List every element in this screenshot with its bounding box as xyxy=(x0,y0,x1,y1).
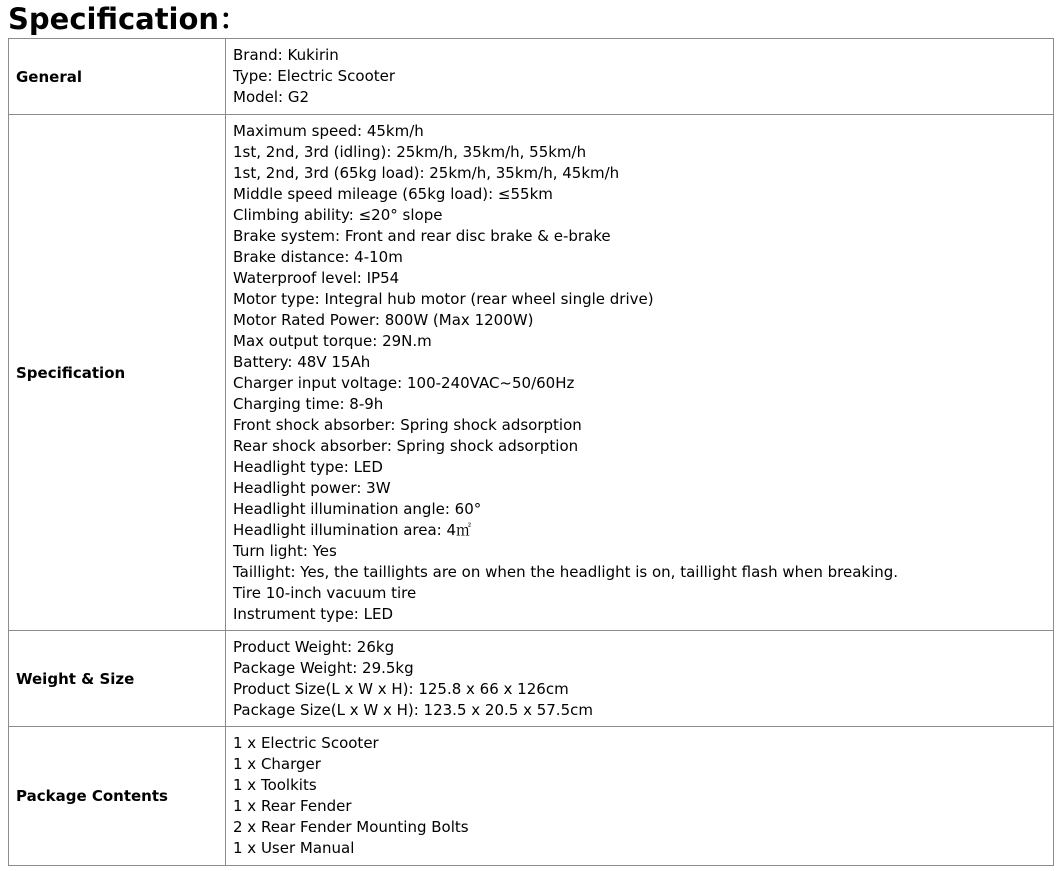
value-lines xyxy=(233,632,1053,726)
spec-line: Brake distance: 4-10m xyxy=(233,247,403,266)
spec-line: Headlight illumination area: 4㎡ xyxy=(233,520,472,539)
table-row-package-contents xyxy=(9,727,1054,866)
spec-line: Charger input voltage: 100-240VAC~50/60Hz xyxy=(233,373,575,392)
section-label-weight-size: Weight & Size xyxy=(9,631,226,727)
spec-line: 1 x User Manual xyxy=(233,839,355,857)
spec-line: 1 x Rear Fender xyxy=(233,797,352,815)
spec-line: Climbing ability: ≤20° slope xyxy=(233,205,443,224)
section-label-specification: Specification xyxy=(9,115,226,631)
spec-line: Instrument type: LED xyxy=(233,604,394,623)
spec-line: Tire 10-inch vacuum tire xyxy=(233,583,417,602)
spec-line: Max output torque: 29N.m xyxy=(233,331,432,350)
spec-line: Motor type: Integral hub motor (rear wheel single drive) xyxy=(233,289,654,308)
table-row-general xyxy=(9,39,1054,115)
table-row-weight-size xyxy=(9,631,1054,727)
spec-line: Motor Rated Power: 800W (Max 1200W) xyxy=(233,310,534,329)
section-label-package-contents: Package Contents xyxy=(9,727,226,866)
spec-line: Taillight: Yes, the taillights are on when the headlight is on, taillight flash when breaking. xyxy=(233,562,899,581)
spec-line: Rear shock absorber: Spring shock adsorption xyxy=(233,436,579,455)
spec-line: Type: Electric Scooter xyxy=(233,67,396,85)
spec-line: Turn light: Yes xyxy=(233,541,337,560)
section-label-general: General xyxy=(9,39,226,115)
section-values-weight-size xyxy=(226,631,1054,727)
spec-line: 1 x Charger xyxy=(233,755,321,773)
spec-line: Package Size(L x W x H): 123.5 x 20.5 x 57.5cm xyxy=(233,700,593,719)
spec-line: Waterproof level: IP54 xyxy=(233,268,400,287)
spec-line: Product Size(L x W x H): 125.8 x 66 x 126cm xyxy=(233,679,569,698)
spec-line: Headlight power: 3W xyxy=(233,478,391,497)
spec-line: Headlight type: LED xyxy=(233,457,383,476)
spec-line: 2 x Rear Fender Mounting Bolts xyxy=(233,818,469,836)
value-lines xyxy=(233,116,1053,630)
table-row-specification xyxy=(9,115,1054,631)
spec-line: Brake system: Front and rear disc brake & e-brake xyxy=(233,226,611,245)
spec-line: 1 x Toolkits xyxy=(233,776,317,794)
spec-line: Charging time: 8-9h xyxy=(233,394,384,413)
spec-line: 1 x Electric Scooter xyxy=(233,734,379,752)
value-lines xyxy=(233,728,1053,864)
spec-line: 1st, 2nd, 3rd (idling): 25km/h, 35km/h, 55km/h xyxy=(233,142,587,161)
spec-line: Product Weight: 26kg xyxy=(233,637,395,656)
spec-line: 1st, 2nd, 3rd (65kg load): 25km/h, 35km/h, 45km/h xyxy=(233,163,620,182)
section-values-general xyxy=(226,39,1054,115)
page-title: Specification： xyxy=(8,2,249,36)
spec-table xyxy=(8,38,1054,866)
spec-line: Front shock absorber: Spring shock adsorption xyxy=(233,415,582,434)
value-lines xyxy=(233,40,1053,113)
spec-line: Headlight illumination angle: 60° xyxy=(233,499,482,518)
spec-line: Brand: Kukirin xyxy=(233,46,339,64)
spec-line: Middle speed mileage (65kg load): ≤55km xyxy=(233,184,553,203)
spec-line: Maximum speed: 45km/h xyxy=(233,121,424,140)
section-values-package-contents xyxy=(226,727,1054,866)
section-values-specification xyxy=(226,115,1054,631)
spec-line: Model: G2 xyxy=(233,88,310,106)
spec-line: Battery: 48V 15Ah xyxy=(233,352,371,371)
spec-line: Package Weight: 29.5kg xyxy=(233,658,414,677)
